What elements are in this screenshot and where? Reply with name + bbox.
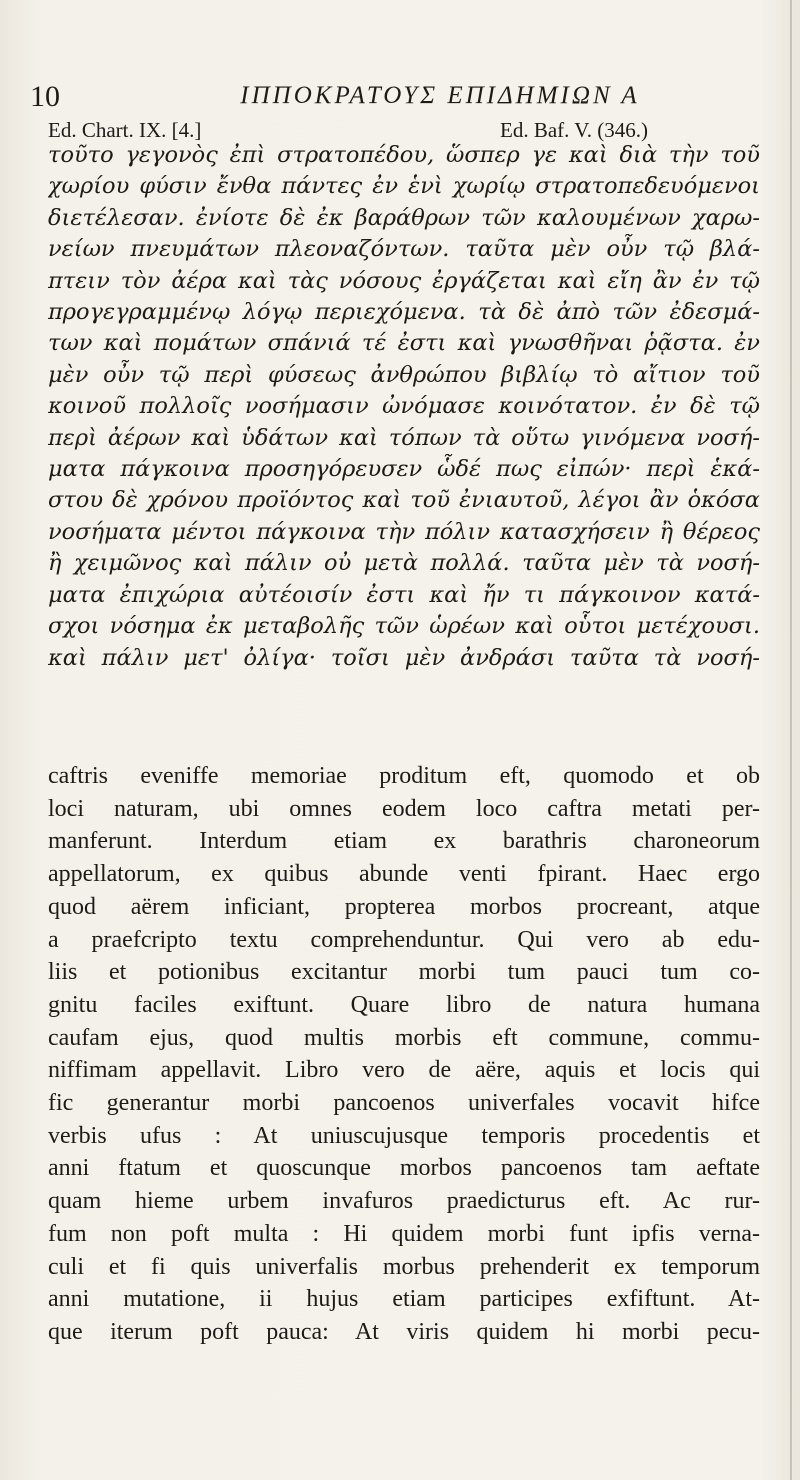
latin-text-line: manferunt. Interdum etiam ex barathris charoneorum xyxy=(48,828,760,855)
latin-text-line: fic generantur morbi pancoenos univerfales vocavit hifce xyxy=(48,1090,760,1117)
greek-text-line: διετέλεσαν. ἐνίοτε δὲ ἐκ βαράθρων τῶν καλουμένων χαρω- xyxy=(48,204,760,231)
latin-text-line: appellatorum, ex quibus abunde venti fpirant. Haec ergo xyxy=(48,861,760,888)
latin-text-block xyxy=(48,760,760,1349)
page-number: 10 xyxy=(30,80,60,113)
greek-text-line: τοῦτο γεγονὸς ἐπὶ στρατοπέδου, ὥσπερ γε καὶ διὰ τὴν τοῦ xyxy=(48,142,760,168)
latin-text-line: a praefcripto textu comprehenduntur. Qui vero ab edu- xyxy=(48,926,760,953)
latin-text-line: quod aërem inficiant, propterea morbos procreant, atque xyxy=(48,893,760,920)
latin-text-line: que iterum poft pauca: At viris quidem hi morbi pecu- xyxy=(48,1318,760,1345)
latin-text-line: quam hieme urbem invafuros praedicturus eft. Ac rur- xyxy=(48,1188,760,1215)
running-title: ΙΠΠΟΚΡΑΤΟΥΣ ΕΠΙΔΗΜΙΩΝ Α xyxy=(240,82,640,109)
running-head xyxy=(30,80,770,116)
latin-text-line: caufam ejus, quod multis morbis eft commune, commu- xyxy=(48,1024,760,1051)
latin-text-line: niffimam appellavit. Libro vero de aëre, aquis et locis qui xyxy=(48,1057,760,1084)
greek-text-line: στου δὲ χρόνου προϊόντος καὶ τοῦ ἐνιαυτοῦ, λέγοι ἂν ὁκόσα xyxy=(48,487,760,514)
greek-text-line: ματα πάγκοινα προσηγόρευσεν ὧδέ πως εἰπών· περὶ ἑκά- xyxy=(48,456,760,483)
greek-text-line: ματα ἐπιχώρια αὐτέοισίν ἐστι καὶ ἤν τι πάγκοινον κατά- xyxy=(48,581,760,608)
latin-text-line: anni ftatum et quoscunque morbos pancoenos tam aeftate xyxy=(48,1155,760,1182)
greek-text-line: κοινοῦ πολλοῖς νοσήμασιν ὠνόμασε κοινότατον. ἐν δὲ τῷ xyxy=(48,393,760,420)
latin-text-line: anni mutatione, ii hujus etiam participes exfiftunt. At- xyxy=(48,1286,760,1313)
greek-text-line: πτειν τὸν ἀέρα καὶ τὰς νόσους ἐργάζεται καὶ εἴη ἂν ἐν τῷ xyxy=(48,267,760,294)
latin-text-line: culi et fi quis univerfalis morbus prehenderit ex temporum xyxy=(48,1253,760,1280)
greek-text-line: νοσήματα μέντοι πάγκοινα τὴν πόλιν κατασχήσειν ἢ θέρεος xyxy=(48,518,760,545)
greek-text-line: περὶ ἀέρων καὶ ὑδάτων καὶ τόπων τὰ οὕτω γινόμενα νοσή- xyxy=(48,424,760,451)
latin-text-line: liis et potionibus excitantur morbi tum pauci tum co- xyxy=(48,959,760,986)
latin-text-line: fum non poft multa : Hi quidem morbi funt ipfis verna- xyxy=(48,1220,760,1247)
greek-text-line: καὶ πάλιν μετ' ὀλίγα· τοῖσι μὲν ἀνδράσι ταῦτα τὰ νοσή- xyxy=(48,644,760,671)
latin-text-line: caftris eveniffe memoriae proditum eft, quomodo et ob xyxy=(48,763,760,789)
greek-text-line: σχοι νόσημα ἐκ μεταβολῆς τῶν ὡρέων καὶ οὗτοι μετέχουσι. xyxy=(48,613,760,640)
greek-text-line: ἢ χειμῶνος καὶ πάλιν οὐ μετὰ πολλά. ταῦτα μὲν τὰ νοσή- xyxy=(48,550,760,577)
latin-text-line: loci naturam, ubi omnes eodem loco caftra metati per- xyxy=(48,795,760,822)
greek-text-line: μὲν οὖν τῷ περὶ φύσεως ἀνθρώπου βιβλίῳ τὸ αἴτιον τοῦ xyxy=(48,361,760,388)
greek-text-line: των καὶ πομάτων σπάνιά τέ ἐστι καὶ γνωσθῆναι ῥᾷστα. ἐν xyxy=(48,330,760,357)
page-edge-shadow xyxy=(790,0,792,1480)
latin-text-line: gnitu faciles exiftunt. Quare libro de natura humana xyxy=(48,991,760,1018)
greek-text-line: νείων πνευμάτων πλεοναζόντων. ταῦτα μὲν οὖν τῷ βλά- xyxy=(48,236,760,263)
edition-ref-chartier: Ed. Chart. IX. [4.] xyxy=(48,118,202,142)
edition-ref-basel: Ed. Baf. V. (346.) xyxy=(500,118,648,142)
greek-text-line: προγεγραμμένῳ λόγῳ περιεχόμενα. τὰ δὲ ἀπὸ τῶν ἐδεσμά- xyxy=(48,299,760,326)
greek-text-line: χωρίου φύσιν ἔνθα πάντες ἐν ἑνὶ χωρίῳ στρατοπεδευόμενοι xyxy=(48,173,760,200)
greek-text-block xyxy=(48,140,760,674)
latin-text-line: verbis ufus : At uniuscujusque temporis procedentis et xyxy=(48,1122,760,1149)
